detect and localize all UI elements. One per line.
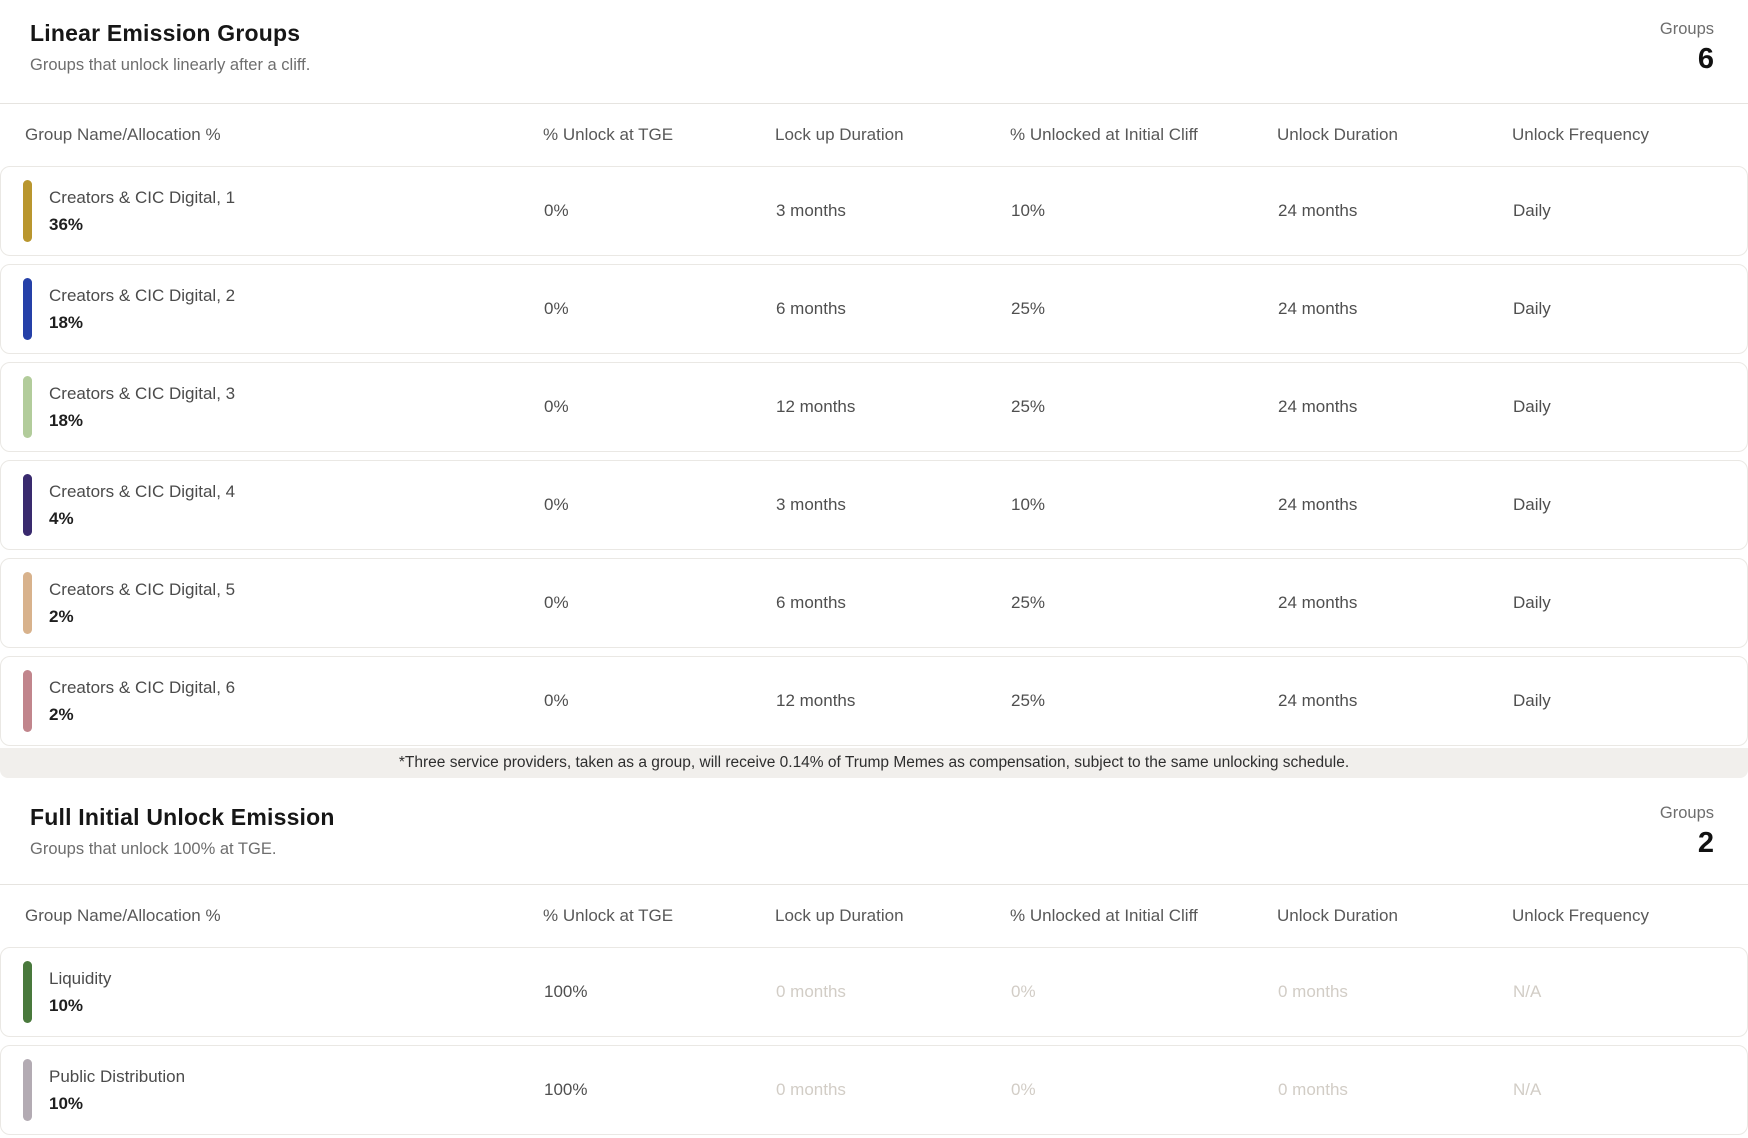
cell-duration: 24 months	[1278, 691, 1358, 710]
allocation-color-bar	[23, 376, 32, 438]
cell-tge: 0%	[544, 593, 569, 612]
allocation-color-bar	[23, 670, 32, 732]
cell-tge: 0%	[544, 495, 569, 514]
column-header-lockup: Lock up Duration	[775, 125, 904, 144]
cell-duration: 0 months	[1278, 1080, 1348, 1099]
table-header	[0, 103, 1748, 166]
section-title: Full Initial Unlock Emission	[30, 804, 335, 830]
cell-lockup: 3 months	[776, 201, 846, 220]
column-header-duration: Unlock Duration	[1277, 125, 1398, 144]
table-row	[0, 558, 1748, 648]
group-name: Creators & CIC Digital, 2	[49, 285, 236, 305]
cell-frequency: Daily	[1513, 691, 1551, 710]
column-header-tge: % Unlock at TGE	[543, 125, 674, 144]
column-header-cliff: % Unlocked at Initial Cliff	[1010, 125, 1198, 144]
cell-duration: 24 months	[1278, 299, 1358, 318]
group-allocation: 18%	[49, 410, 84, 430]
group-allocation: 18%	[49, 312, 84, 332]
cell-lockup: 6 months	[776, 593, 846, 612]
allocation-color-bar	[23, 961, 32, 1023]
group-allocation: 10%	[49, 995, 84, 1015]
cell-frequency: Daily	[1513, 593, 1551, 612]
table-row	[0, 656, 1748, 746]
cell-frequency: N/A	[1513, 982, 1542, 1001]
table-row	[0, 1045, 1748, 1135]
groups-count: 6	[1697, 43, 1714, 75]
cell-duration: 0 months	[1278, 982, 1348, 1001]
cell-cliff: 10%	[1011, 201, 1046, 220]
groups-label: Groups	[1659, 804, 1714, 822]
cell-tge: 100%	[544, 982, 588, 1001]
column-header-cliff: % Unlocked at Initial Cliff	[1010, 906, 1198, 925]
linear-rows	[0, 166, 1748, 746]
cell-duration: 24 months	[1278, 495, 1358, 514]
cell-lockup: 3 months	[776, 495, 846, 514]
cell-cliff: 0%	[1011, 1080, 1036, 1099]
group-allocation: 4%	[49, 508, 74, 528]
cell-cliff: 25%	[1011, 299, 1046, 318]
full-unlock-section	[0, 778, 1748, 1135]
cell-tge: 0%	[544, 299, 569, 318]
group-name: Public Distribution	[49, 1066, 186, 1086]
cell-tge: 0%	[544, 397, 569, 416]
groups-counter	[1660, 804, 1714, 860]
section-subtitle: Groups that unlock linearly after a cliff.	[30, 56, 311, 74]
cell-cliff: 10%	[1011, 495, 1046, 514]
allocation-color-bar	[23, 1059, 32, 1121]
section-title: Linear Emission Groups	[30, 20, 301, 46]
section-subtitle: Groups that unlock 100% at TGE.	[30, 840, 277, 858]
allocation-color-bar	[23, 474, 32, 536]
table-header	[0, 884, 1748, 947]
cell-frequency: Daily	[1513, 299, 1551, 318]
group-allocation: 2%	[49, 704, 74, 724]
cell-duration: 24 months	[1278, 201, 1358, 220]
group-allocation: 36%	[49, 214, 84, 234]
full-unlock-rows	[0, 947, 1748, 1135]
group-name: Creators & CIC Digital, 3	[49, 383, 236, 403]
cell-duration: 24 months	[1278, 593, 1358, 612]
cell-lockup: 12 months	[776, 691, 856, 710]
group-allocation: 10%	[49, 1093, 84, 1113]
column-header-frequency: Unlock Frequency	[1512, 906, 1650, 925]
column-header-lockup: Lock up Duration	[775, 906, 904, 925]
table-row	[0, 166, 1748, 256]
column-header-name: Group Name/Allocation %	[25, 125, 221, 144]
cell-tge: 0%	[544, 691, 569, 710]
groups-counter	[1660, 20, 1714, 76]
cell-lockup: 6 months	[776, 299, 846, 318]
group-name: Creators & CIC Digital, 4	[49, 481, 236, 501]
cell-lockup: 0 months	[776, 1080, 846, 1099]
column-header-name: Group Name/Allocation %	[25, 906, 221, 925]
cell-cliff: 25%	[1011, 691, 1046, 710]
service-providers-footnote: *Three service providers, taken as a group, will receive 0.14% of Trump Memes as compensation, subject to the same unlocking schedule.	[0, 748, 1748, 778]
cell-cliff: 0%	[1011, 982, 1036, 1001]
cell-cliff: 25%	[1011, 397, 1046, 416]
table-row	[0, 460, 1748, 550]
allocation-color-bar	[23, 572, 32, 634]
cell-frequency: Daily	[1513, 397, 1551, 416]
cell-lockup: 12 months	[776, 397, 856, 416]
allocation-color-bar	[23, 180, 32, 242]
group-allocation: 2%	[49, 606, 74, 626]
cell-frequency: Daily	[1513, 201, 1551, 220]
column-header-frequency: Unlock Frequency	[1512, 125, 1650, 144]
group-name: Creators & CIC Digital, 6	[49, 677, 236, 697]
group-name: Liquidity	[49, 968, 112, 988]
cell-lockup: 0 months	[776, 982, 846, 1001]
column-header-duration: Unlock Duration	[1277, 906, 1398, 925]
cell-tge: 0%	[544, 201, 569, 220]
cell-frequency: N/A	[1513, 1080, 1542, 1099]
table-row	[0, 362, 1748, 452]
cell-cliff: 25%	[1011, 593, 1046, 612]
cell-duration: 24 months	[1278, 397, 1358, 416]
groups-label: Groups	[1659, 20, 1714, 38]
groups-count: 2	[1697, 827, 1714, 859]
column-header-tge: % Unlock at TGE	[543, 906, 674, 925]
cell-tge: 100%	[544, 1080, 588, 1099]
table-row	[0, 947, 1748, 1037]
group-name: Creators & CIC Digital, 5	[49, 579, 236, 599]
group-name: Creators & CIC Digital, 1	[49, 187, 236, 207]
table-row	[0, 264, 1748, 354]
allocation-color-bar	[23, 278, 32, 340]
cell-frequency: Daily	[1513, 495, 1551, 514]
